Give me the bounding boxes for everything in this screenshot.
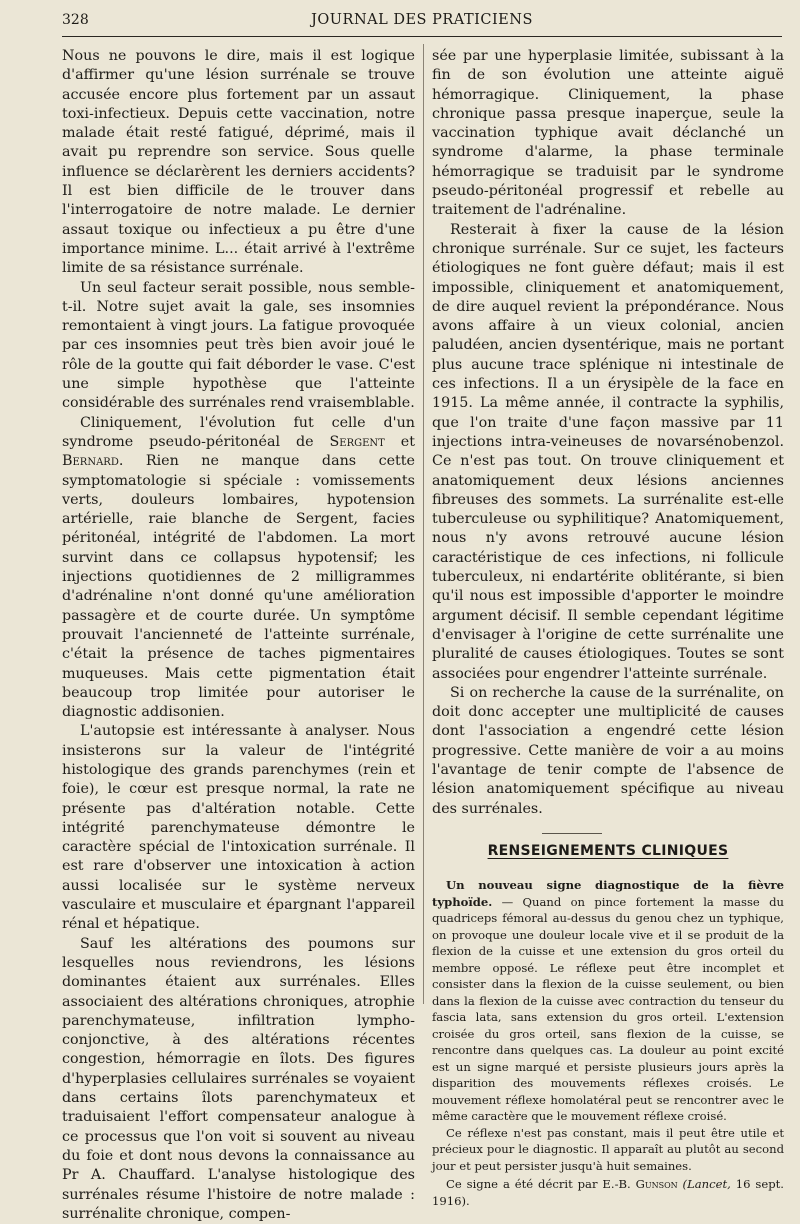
clinical-note-body: — Quand on pince fortement la masse du quadriceps fémoral au-dessus du genou chez un typhique, on provoque une douleur locale vive et il se produit de la flexion de la cuisse et une extension du gros orteil du membre opposé. Le réflexe peut être incomplet et consister dans la flexion de la cuisse seulement, ou bien dans la flexion de la cuisse avec contraction du tenseur du fascia lata, sans extension du gros orteil. L'extension croisée du gros orteil, sans flexion de la cuisse, se rencontre dans quelques cas. La douleur au point excité est un signe marqué et persiste plusieurs jours après la disparition des mouvements réflexes croisés. Le mouvement réflexe homolatéral peut se rencontrer avec le même caractère que le mouvement réflexe croisé.: [432, 894, 784, 1124]
section-separator: [542, 833, 602, 834]
right-column: [432, 47, 784, 1209]
clinical-note-paragraph-2: Ce réflexe n'est pas constant, mais il peut être utile et précieux pour le diagnostic. Il apparaît au plutôt au second jour et peut persister jusqu'à huit semaines.: [432, 1125, 784, 1173]
left-paragraph-3: [62, 414, 415, 723]
source-date: 16 sept. 1916).: [432, 1177, 784, 1208]
clinical-note: [432, 877, 784, 1209]
journal-title: JOURNAL DES PRATICIENS: [311, 12, 533, 28]
left-paragraph-4: L'autopsie est intéressante à analyser. Nous insisterons sur la valeur de l'intégrité histologique des grands parenchymes (rein et foie), le cœur est presque normal, la rate ne présente pas d'altération notable. Cette intégrité parenchymateuse démontre le caractère spécial de l'intoxication surrénale. Il est rare d'observer une intoxication à action aussi localisée sur le système nerveux vasculaire et musculaire et épargnant l'appareil rénal et hépatique.: [62, 723, 415, 933]
source-journal: (Lancet,: [682, 1177, 731, 1192]
source-prefix: Ce signe a été décrit par E.-B.: [446, 1177, 636, 1192]
left-paragraph-3-end: . Rien ne manque dans cette symptomatologie si spéciale : vomissements verts, douleurs lombaires, hypotension artérielle, raie blanche de Sergent, facies péritonéal, intégrité de l'abdomen. La mort survint dans ce collapsus hypotensif; les injections quotidiennes de 2 milligrammes d'adrénaline n'ont donné qu'une amélioration passagère et de courte durée. Un symptôme prouvait l'ancienneté de l'atteinte surrénale, c'était la présence de taches pigmentaires muqueuses. Mais cette pigmentation était beaucoup trop limitée pour autoriser le diagnostic addisonien.: [62, 453, 415, 721]
clinical-note-title: Un nouveau signe diagnostique de la fièvre typhoïde.: [432, 878, 784, 909]
conjunction: et: [384, 433, 415, 450]
left-column: [62, 47, 415, 1224]
page-number: 328: [62, 12, 89, 28]
column-divider: [423, 44, 424, 1004]
clinical-note-paragraph-1: [432, 877, 784, 1125]
section-heading: RENSEIGNEMENTS CLINIQUES: [487, 842, 729, 859]
left-paragraph-2: Un seul facteur serait possible, nous semble-t-il. Notre sujet avait la gale, ses insomnies remontaient à vingt jours. La fatigue provoquée par ces insomnies peut très bien avoir joué le rôle de la goutte qui fait déborder le vase. C'est une simple hypothèse que l'atteinte considérable des surrénales rend vraisemblable.: [62, 279, 415, 412]
author-name-sergent: Sergent: [329, 433, 385, 450]
left-paragraph-1: Nous ne pouvons le dire, mais il est logique d'affirmer qu'une lésion surrénale se trouve accusée encore plus fortement par un assaut toxi-infectieux. Depuis cette vaccination, notre malade était resté fatigué, déprimé, mais il avait pu reprendre son service. Sous quelle influence se déclarèrent les derniers accidents? Il est bien difficile de le trouver dans l'interrogatoire de notre malade. Le dernier assaut toxique ou infectieux a pu être d'une importance minime. L... était arrivé à l'extrême limite de sa résistance surrénale.: [62, 48, 415, 277]
clinical-note-source: [432, 1176, 784, 1209]
source-author: Gunson: [635, 1177, 678, 1192]
left-paragraph-5: Sauf les altérations des poumons sur lesquelles nous reviendrons, les lésions dominantes étaient aux surrénales. Elles associaient des altérations chroniques, atrophie parenchymateuse, infiltration lympho-conjonctive, à des altérations récentes congestion, hémorragie en îlots. Des figures d'hyperplasies cellulaires surrénales se voyaient dans certains îlots parenchymateux et traduisaient l'effort compensateur analogue à ce processus que l'on voit si souvent au niveau du foie et dont nous devons la connaissance au Pr A. Chauffard. L'analyse histologique des surrénales résume l'histoire de notre malade : surrénalite chronique, compen-: [62, 935, 415, 1222]
right-paragraph-1: sée par une hyperplasie limitée, subissant à la fin de son évolution une atteinte aiguë hémorragique. Cliniquement, la phase chronique passa presque inaperçue, seule la vaccination typhique avait déclanché un syndrome d'alarme, la phase terminale hémorragique se traduisit par le syndrome pseudo-péritonéal progressif et rebelle au traitement de l'adrénaline.: [432, 48, 784, 219]
author-name-bernard: Bernard: [62, 453, 119, 470]
page-header: [62, 10, 782, 37]
left-paragraph-3-start: Cliniquement, l'évolution fut celle d'un syndrome pseudo-péritonéal de: [62, 414, 415, 450]
right-paragraph-2: Resterait à fixer la cause de la lésion chronique surrénale. Sur ce sujet, les facteurs étiologiques ne font guère défaut; mais il est impossible, cliniquement et anatomiquement, de dire auquel revient la prépondérance. Nous avons affaire à un vieux colonial, ancien paludéen, ancien dysentérique, mais ne portant plus aucune trace splénique ni intestinale de ces infections. Il a un érysipèle de la face en 1915. La même année, il contracte la syphilis, que l'on traite d'une façon massive par 11 injections intra-veineuses de novarsénobenzol. Ce n'est pas tout. On trouve cliniquement et anatomiquement deux lésions anciennes fibreuses des sommets. La surrénalite est-elle tuberculeuse ou syphilitique? Anatomiquement, nous n'y avons retrouvé aucune lésion caractéristique de ces infections, ni follicule tuberculeux, ni endartérite oblitérante, si bien qu'il nous est impossible d'apporter le moindre argument décisif. Il semble cependant légitime d'envisager à l'origine de cette surrénalite une pluralité de causes étiologiques. Toutes se sont associées pour engendrer l'atteinte surrénale.: [432, 221, 784, 682]
right-paragraph-3: Si on recherche la cause de la surrénalite, on doit donc accepter une multiplicité de causes dont l'association a engendré cette lésion progressive. Cette manière de voir a au moins l'avantage de tenir compte de l'absence de lésion anatomiquement spécifique au niveau des surrénales.: [432, 684, 784, 817]
